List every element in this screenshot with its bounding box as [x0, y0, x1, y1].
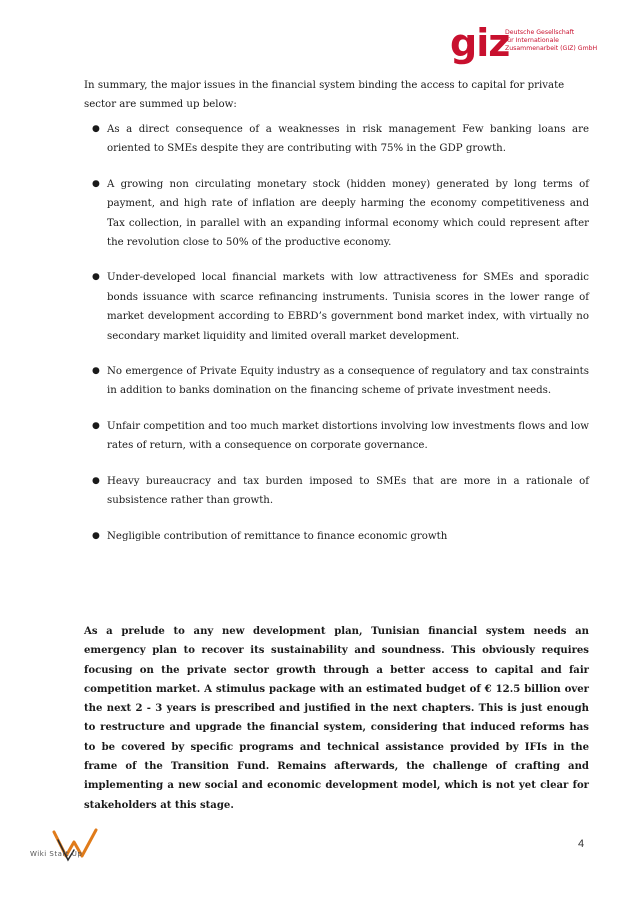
list-item-text: As a direct consequence of a weaknesses in risk management Few banking loans are oriented to SMEs despite they are contributing with 75% in the GDP growth. — [107, 124, 589, 155]
org-line: Zusammenarbeit (GIZ) GmbH — [505, 45, 598, 52]
org-line: Deutsche Gesellschaft — [505, 29, 575, 36]
list-item — [84, 175, 589, 253]
bullet-icon: ● — [92, 272, 100, 283]
list-item-text: Heavy bureaucracy and tax burden imposed to SMEs that are more in a rationale of subsistence rather than growth. — [107, 475, 589, 507]
list-item-text: Negligible contribution of remittance to finance economic growth — [107, 530, 448, 542]
list-item — [84, 362, 589, 401]
wiki-start-up-logo-icon — [44, 826, 124, 872]
list-item — [84, 527, 589, 546]
list-item — [84, 268, 589, 346]
bullet-icon: ● — [92, 366, 100, 377]
bullet-icon: ● — [92, 420, 100, 431]
page-number: 4 — [578, 838, 585, 850]
bullet-icon: ● — [92, 178, 100, 189]
intro-paragraph: In summary, the major issues in the financial system binding the access to capital for private sector are summed up below: — [84, 80, 565, 110]
list-item-text: A growing non circulating monetary stock (hidden money) generated by long terms of payment, and high rate of inflation are deeply harming the economy competitiveness and Tax collection, in parallel with an expanding informal economy which could represent after the revolution close to 50% of the productive economy. — [107, 178, 589, 249]
list-item-text: Under-developed local financial markets with low attractiveness for SMEs and sporadic bonds issuance with scarce refinancing instruments. Tunisia scores in the lower range of market development according to EBRD’s government bond market index, with virtually no secondary market liquidity and limited overall market development. — [107, 272, 589, 342]
wiki-start-up-logo-text: Wiki Start Up — [30, 850, 83, 858]
giz-org-name — [505, 29, 597, 53]
issues-list — [84, 120, 589, 562]
list-item — [84, 417, 589, 456]
list-item — [84, 472, 589, 511]
bullet-icon: ● — [92, 530, 100, 541]
bullet-icon: ● — [92, 475, 100, 486]
summary-paragraph: As a prelude to any new development plan, Tunisian financial system needs an emergency plan to recover its sustainability and soundness. This obviously requires focusing on the private sector growth through a better access to capital and fair competition market. A stimulus package with an estimated budget of € 12.5 billion over the next 2 - 3 years is prescribed and justified in the next chapters. This is just enough to restructure and upgrade the financial system, considering that induced reforms has to be covered by specific programs and technical assistance provided by IFIs in the frame of the Transition Fund. Remains afterwards, the challenge of crafting and implementing a new social and economic development model, which is not yet clear for stakeholders at this stage. — [84, 626, 589, 811]
list-item — [84, 120, 589, 159]
bullet-icon: ● — [92, 124, 100, 134]
giz-logo: giz — [450, 21, 510, 65]
list-item-text: No emergence of Private Equity industry as a consequence of regulatory and tax constraints in addition to banks domination on the financing scheme of private investment needs. — [107, 366, 589, 397]
org-line: für Internationale — [505, 37, 559, 44]
list-item-text: Unfair competition and too much market distortions involving low investments flows and low rates of return, with a consequence on corporate governance. — [107, 420, 589, 452]
